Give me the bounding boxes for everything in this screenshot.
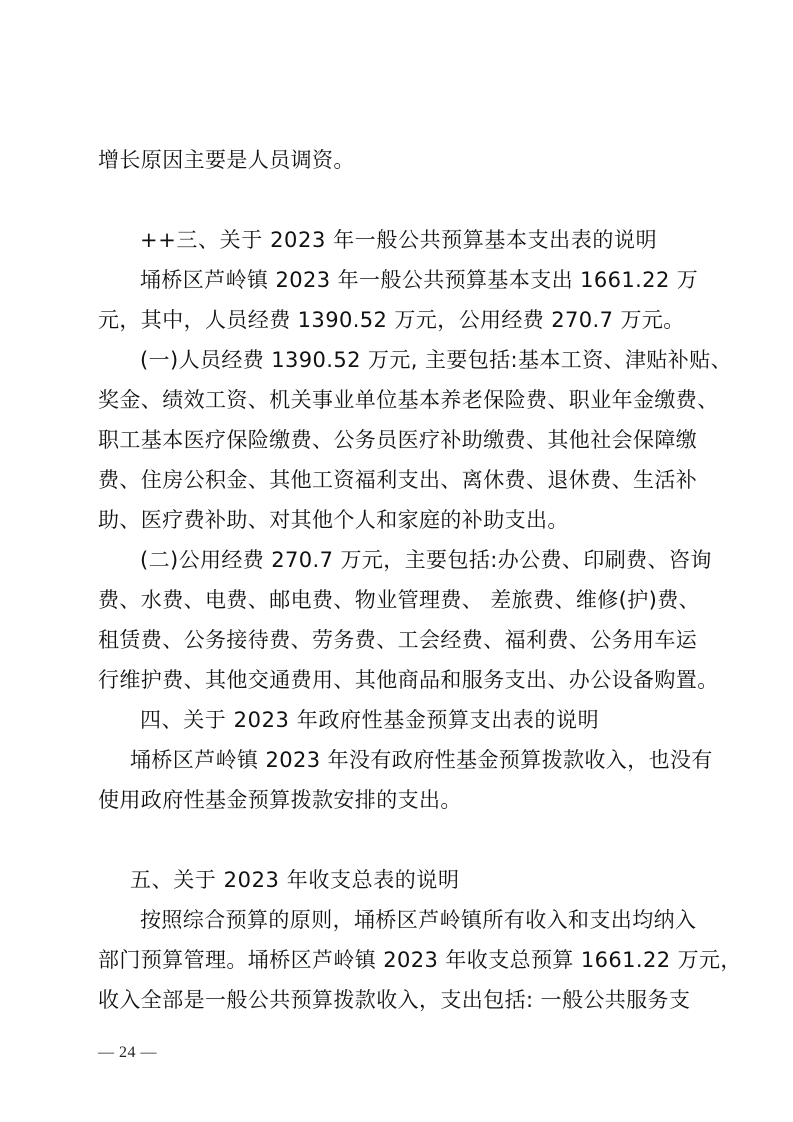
paragraph-line: 元，其中，人员经费 1390.52 万元，公用经费 270.7 万元。: [98, 308, 685, 332]
paragraph-line: 租赁费、公务接待费、劳务费、工会经费、福利费、公务用车运: [98, 628, 698, 652]
paragraph-line: 收入全部是一般公共预算拨款收入，支出包括: 一般公共服务支: [98, 988, 691, 1012]
paragraph-line: 埇桥区芦岭镇 2023 年一般公共预算基本支出 1661.22 万: [140, 268, 699, 292]
paragraph-line: (二)公用经费 270.7 万元，主要包括:办公费、印刷费、咨询: [140, 548, 712, 572]
page-number: — 24 —: [98, 1044, 157, 1061]
paragraph-line: 按照综合预算的原则，埇桥区芦岭镇所有收入和支出均纳入: [140, 908, 697, 932]
paragraph-line: 增长原因主要是人员调资。: [98, 148, 355, 172]
section-heading-5: 五、关于 2023 年收支总表的说明: [130, 868, 460, 892]
paragraph-line: 费、住房公积金、其他工资福利支出、离休费、退休费、生活补: [98, 468, 698, 492]
paragraph-line: 埇桥区芦岭镇 2023 年没有政府性基金预算拨款收入，也没有: [130, 748, 713, 772]
paragraph-line: 奖金、绩效工资、机关事业单位基本养老保险费、职业年金缴费、: [98, 388, 719, 412]
paragraph-line: (一)人员经费 1390.52 万元, 主要包括:基本工资、津贴补贴、: [140, 348, 733, 372]
section-heading-4: 四、关于 2023 年政府性基金预算支出表的说明: [140, 708, 600, 732]
paragraph-line: 费、水费、电费、邮电费、物业管理费、 差旅费、维修(护)费、: [98, 588, 701, 612]
section-heading-3: ++三、关于 2023 年一般公共预算基本支出表的说明: [140, 228, 658, 252]
paragraph-line: 使用政府性基金预算拨款安排的支出。: [98, 788, 462, 812]
paragraph-line: 职工基本医疗保险缴费、公务员医疗补助缴费、其他社会保障缴: [98, 428, 698, 452]
paragraph-line: 助、医疗费补助、对其他个人和家庭的补助支出。: [98, 508, 569, 532]
paragraph-line: 行维护费、其他交通费用、其他商品和服务支出、办公设备购置。: [98, 668, 719, 692]
paragraph-line: 部门预算管理。埇桥区芦岭镇 2023 年收支总预算 1661.22 万元，: [98, 948, 742, 972]
